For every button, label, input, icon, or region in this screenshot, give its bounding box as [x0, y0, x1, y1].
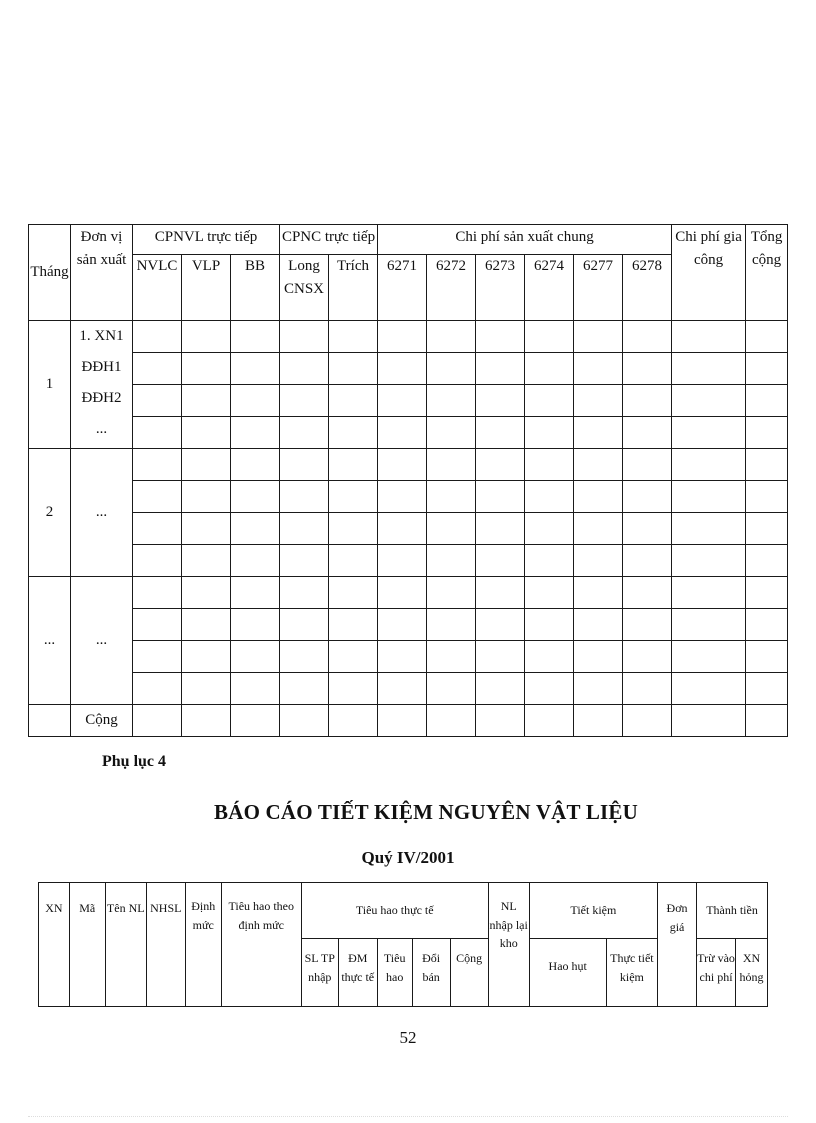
header-nvlc: NVLC — [133, 255, 182, 321]
header-group-cpnvl: CPNVL trực tiếp — [133, 225, 280, 255]
header-vlp: VLP — [182, 255, 231, 321]
month-cell: 1 — [29, 321, 71, 449]
footer-divider — [28, 1116, 788, 1117]
header-nl-nhap-lai: NL nhập lại kho — [488, 883, 529, 1007]
month-cell: ... — [29, 577, 71, 705]
header-6273: 6273 — [476, 255, 525, 321]
total-row — [29, 705, 788, 737]
table-row — [29, 609, 788, 641]
header-hao-hut: Hao hụt — [529, 939, 606, 1007]
table-row — [29, 545, 788, 577]
table-row — [29, 577, 788, 609]
header-ma: Mã — [69, 883, 105, 1007]
header-don-gia: Đơn giá — [658, 883, 697, 1007]
unit-line: ĐĐH2 — [81, 390, 122, 406]
unit-line: ... — [95, 421, 108, 437]
report-title: BÁO CÁO TIẾT KIỆM NGUYÊN VẬT LIỆU — [214, 800, 638, 824]
unit-cell: ... — [71, 577, 133, 705]
table-row — [29, 385, 788, 417]
header-6277: 6277 — [574, 255, 623, 321]
unit-cell — [71, 321, 133, 449]
table-row — [29, 481, 788, 513]
header-total: Tổng cộng — [746, 225, 788, 321]
header-tieu-hao: Tiêu hao — [377, 939, 412, 1007]
header-trich: Trích — [329, 255, 378, 321]
page-number: 52 — [399, 1028, 417, 1047]
table-row — [29, 321, 788, 353]
unit-line: 1. XN1 — [79, 328, 124, 344]
header-6278: 6278 — [623, 255, 672, 321]
unit-line: ĐĐH1 — [81, 359, 122, 375]
header-processing: Chi phí gia công — [672, 225, 746, 321]
header-tieu-hao-tt: Tiêu hao thực tế — [301, 883, 488, 939]
header-thanh-tien: Thành tiền — [697, 883, 768, 939]
header-6274: 6274 — [525, 255, 574, 321]
header-xn-hong: XN hỏng — [736, 939, 768, 1007]
header-long-cnsx: Long CNSX — [280, 255, 329, 321]
header-cong: Cộng — [450, 939, 488, 1007]
header-thuc-tiet-kiem: Thực tiết kiệm — [606, 939, 657, 1007]
appendix-label: Phụ lục 4 — [102, 753, 167, 770]
header-6271: 6271 — [378, 255, 427, 321]
header-tru-vao-cp: Trừ vào chi phí — [697, 939, 736, 1007]
header-xn: XN — [39, 883, 70, 1007]
header-tieu-hao-dm: Tiêu hao theo định mức — [221, 883, 301, 1007]
total-label: Cộng — [71, 705, 133, 737]
table-row — [29, 513, 788, 545]
header-group-cpnc: CPNC trực tiếp — [280, 225, 378, 255]
header-dinh-muc: Định mức — [185, 883, 221, 1007]
header-sl-tp: SL TP nhập — [301, 939, 338, 1007]
table-row — [29, 417, 788, 449]
header-bb: BB — [231, 255, 280, 321]
header-doi-ban: Đổi bán — [412, 939, 450, 1007]
report-period: Quý IV/2001 — [361, 848, 455, 867]
table-row — [29, 673, 788, 705]
header-month: Tháng — [29, 225, 71, 321]
table-row — [29, 353, 788, 385]
header-tiet-kiem: Tiết kiệm — [529, 883, 657, 939]
table-row — [29, 449, 788, 481]
header-dm-tt: ĐM thực tế — [338, 939, 377, 1007]
table-row — [29, 641, 788, 673]
header-6272: 6272 — [427, 255, 476, 321]
material-savings-table — [38, 882, 768, 1007]
unit-cell: ... — [71, 449, 133, 577]
header-nhsl: NHSL — [146, 883, 185, 1007]
production-cost-table — [28, 224, 788, 737]
header-unit: Đơn vị sản xuất — [71, 225, 133, 321]
header-ten-nl: Tên NL — [105, 883, 146, 1007]
header-group-general: Chi phí sản xuất chung — [378, 225, 672, 255]
month-cell: 2 — [29, 449, 71, 577]
